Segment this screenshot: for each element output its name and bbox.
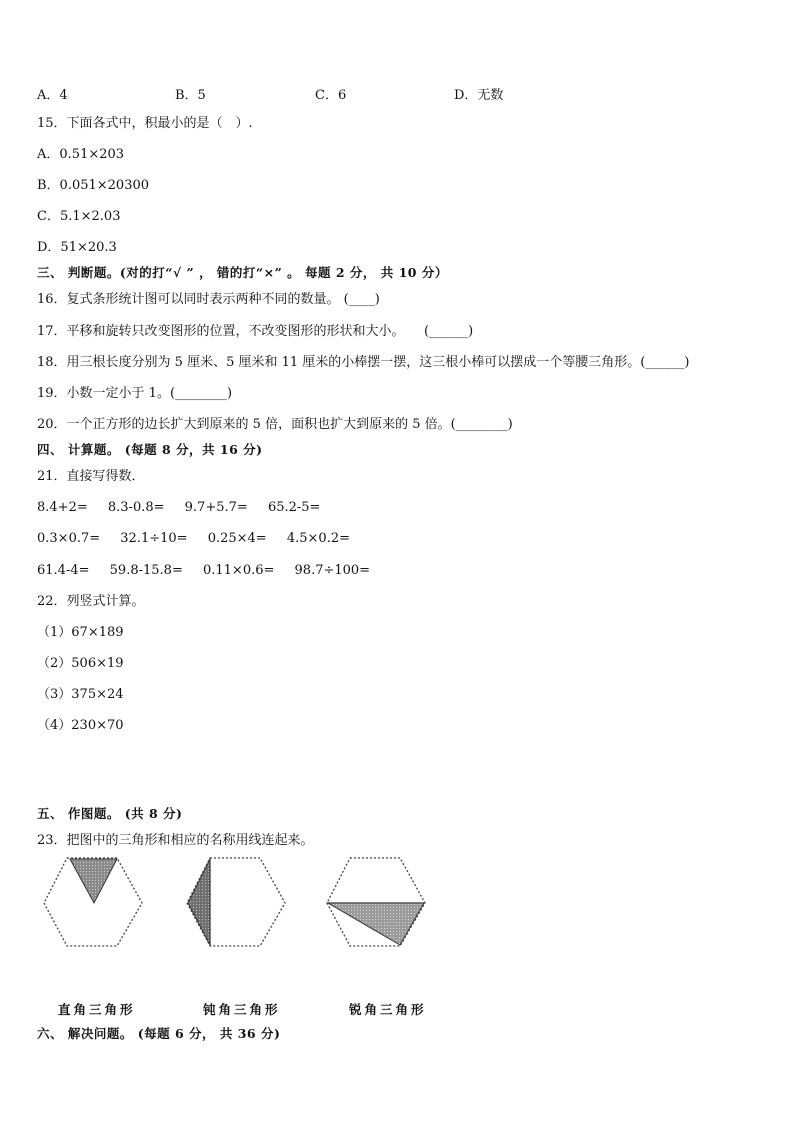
q21-expr: 65.2-5=	[267, 500, 321, 515]
q21-expr: 4.5×0.2=	[286, 531, 350, 546]
q22-stem: 22．列竖式计算。	[37, 594, 145, 609]
section3-title: 三、 判断题。(对的打“√ ” ， 错的打“×” 。 每题 2 分， 共 10 分）	[37, 265, 448, 280]
hexagon-figure-3	[323, 855, 433, 950]
q22-item-1: （1）67×189	[37, 625, 124, 640]
q21-row-2	[37, 531, 366, 547]
q21-expr: 8.4+2=	[37, 500, 88, 515]
q14-option-d: D．无数	[454, 88, 504, 103]
q22-item-4: （4）230×70	[37, 718, 124, 733]
section6-title: 六、 解决问题。 (每题 6 分， 共 36 分)	[37, 1026, 281, 1041]
q21-expr: 59.8-15.8=	[109, 563, 183, 578]
q21-expr: 0.25×4=	[207, 531, 267, 546]
q21-row-1	[37, 500, 336, 516]
q14-option-c: C．6	[315, 88, 347, 103]
q14-option-b: B．5	[175, 88, 206, 103]
q16: 16．复式条形统计图可以同时表示两种不同的数量。 (____)	[37, 292, 380, 307]
q22-item-2: （2）506×19	[37, 656, 124, 671]
q21-expr: 0.11×0.6=	[202, 563, 275, 578]
caption-right-triangle: 直角三角形	[58, 1002, 136, 1017]
q21-expr: 61.4-4=	[37, 563, 90, 578]
q21-stem: 21．直接写得数．	[37, 469, 145, 484]
q21-expr: 98.7÷100=	[294, 563, 371, 578]
q15-option-b: B．0.051×20300	[37, 178, 150, 193]
q17: 17．平移和旋转只改变图形的位置，不改变图形的形状和大小。 (______)	[37, 324, 474, 339]
q23-stem: 23．把图中的三角形和相应的名称用线连起来。	[37, 833, 314, 848]
q20: 20．一个正方形的边长扩大到原来的 5 倍，面积也扩大到原来的 5 倍。(________)	[37, 417, 513, 432]
q21-expr: 8.3-0.8=	[107, 500, 165, 515]
section4-title: 四、 计算题。 (每题 8 分，共 16 分)	[37, 442, 263, 457]
q14-option-a: A．4	[37, 88, 68, 103]
q15-option-a: A．0.51×203	[37, 147, 125, 162]
q15-option-d: D．51×20.3	[37, 240, 117, 255]
hexagon-figure-1	[40, 855, 150, 950]
hexagon-figure-2	[183, 855, 293, 950]
q21-row-3	[37, 563, 386, 579]
section5-title: 五、 作图题。 (共 8 分)	[37, 806, 183, 821]
q21-expr: 0.3×0.7=	[37, 531, 101, 546]
caption-acute-triangle: 锐角三角形	[349, 1002, 427, 1017]
q15-option-c: C．5.1×2.03	[37, 209, 121, 224]
q21-expr: 32.1÷10=	[120, 531, 188, 546]
q19: 19．小数一定小于 1。(________)	[37, 386, 233, 401]
q22-item-3: （3）375×24	[37, 687, 124, 702]
q15-stem: 15．下面各式中，积最小的是（ ）.	[37, 116, 253, 131]
q18: 18．用三根长度分别为 5 厘米、5 厘米和 11 厘米的小棒摆一摆，这三根小棒可以摆成一个等腰三角形。(______)	[37, 355, 690, 370]
q21-expr: 9.7+5.7=	[184, 500, 248, 515]
caption-obtuse-triangle: 钝角三角形	[203, 1002, 281, 1017]
